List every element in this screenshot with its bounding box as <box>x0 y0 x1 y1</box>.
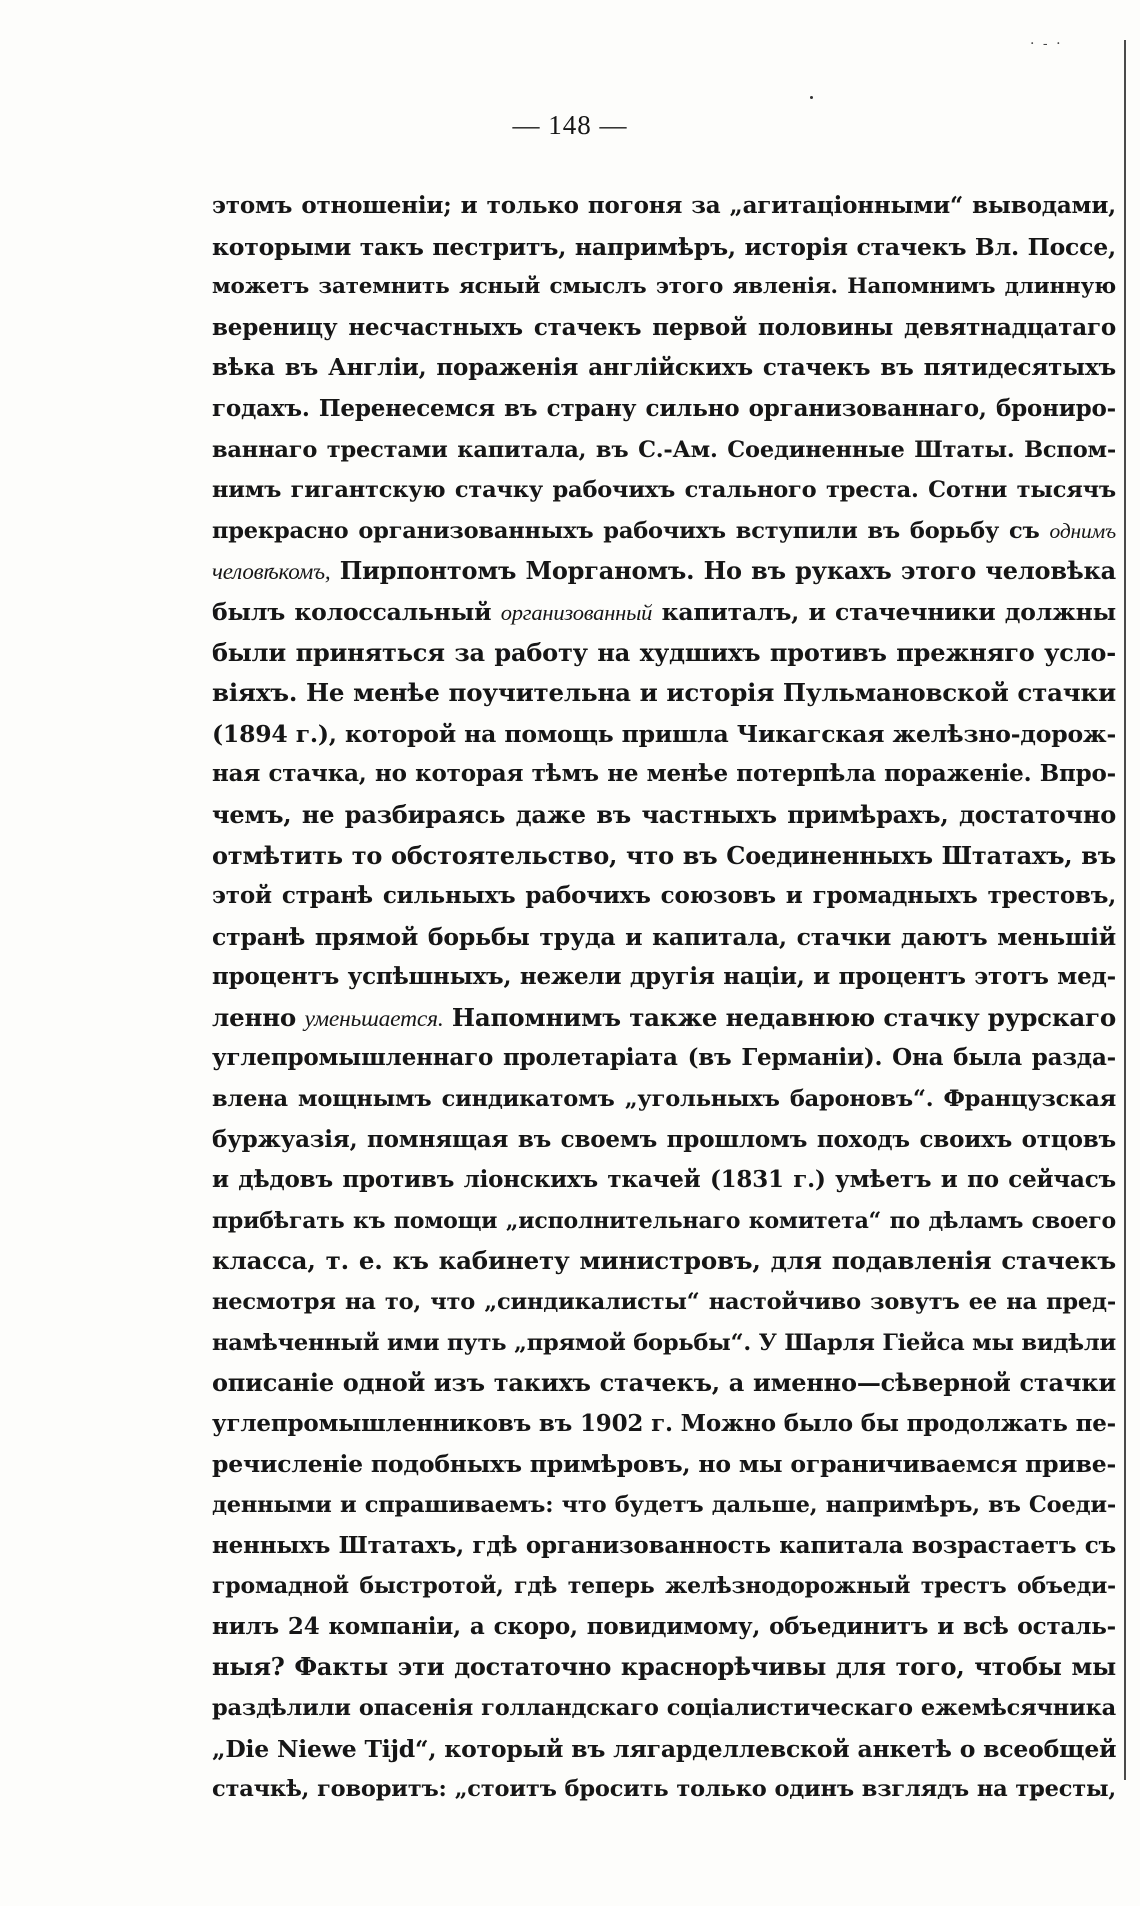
italic-emphasis: человѣкомъ, <box>212 559 331 585</box>
text-line: ненныхъ Штатахъ, гдѣ организованность капитала возрастаетъ съ <box>212 1531 1116 1559</box>
text-line: класса, т. е. къ кабинету министровъ, для подавленія стачекъ <box>212 1246 1116 1276</box>
text-line: ная стачка, но которая тѣмъ не менѣе потерпѣла пораженіе. Впро- <box>212 760 1116 788</box>
text-run: былъ колоссальный <box>212 597 492 626</box>
text-line: буржуазія, помнящая въ своемъ прошломъ походъ своихъ отцовъ <box>212 1125 1116 1153</box>
text-line: раздѣлили опасенія голландскаго соціалистическаго ежемѣсячника <box>212 1694 1116 1721</box>
text-line: описаніе одной изъ такихъ стачекъ, а именно—сѣверной стачки <box>212 1368 1116 1398</box>
page-edge-rule <box>1124 40 1126 1780</box>
text-line: которыми такъ пестритъ, напримѣръ, исторія стачекъ Вл. Поссе, <box>212 232 1116 261</box>
italic-emphasis: уменьшается. <box>304 1005 444 1032</box>
text-line: этой странѣ сильныхъ рабочихъ союзовъ и громадныхъ трестовъ, <box>212 882 1116 910</box>
text-line <box>212 511 1116 552</box>
text-line: нимъ гигантскую стачку рабочихъ стального треста. Сотни тысячъ <box>212 477 1116 504</box>
body-text <box>212 186 1116 1810</box>
text-line: процентъ успѣшныхъ, нежели другія націи, и процентъ этотъ мед- <box>212 963 1116 991</box>
text-run: Напомнимъ также недавнюю стачку рурскаго <box>451 1002 1116 1032</box>
text-line <box>212 551 1116 592</box>
text-run: капиталъ, и стачечники должны <box>661 597 1116 626</box>
text-line: нилъ 24 компаніи, а скоро, повидимому, объединитъ и всѣ осталь- <box>212 1612 1116 1640</box>
text-line: ваннаго трестами капитала, въ С.-Ам. Соединенные Штаты. Вспом- <box>212 436 1116 463</box>
text-line: годахъ. Перенесемся въ страну сильно организованнаго, брониро- <box>212 394 1116 422</box>
text-line: и дѣдовъ противъ ліонскихъ ткачей (1831 г.) умѣетъ и по сейчасъ <box>212 1166 1116 1194</box>
text-line: углепромышленнаго пролетаріата (въ Германіи). Она была разда- <box>212 1044 1116 1072</box>
text-line: стачкѣ, говоритъ: „стоитъ бросить только одинъ взглядъ на тресты, <box>212 1776 1116 1803</box>
italic-emphasis: организованный <box>500 599 653 625</box>
text-line: ныя? Факты эти достаточно краснорѣчивы для того, чтобы мы <box>212 1652 1116 1682</box>
text-line: влена мощнымъ синдикатомъ „угольныхъ бароновъ“. Французская <box>212 1086 1116 1113</box>
page-number: — 148 — <box>512 110 628 140</box>
text-line: странѣ прямой борьбы труда и капитала, стачки даютъ меньшій <box>212 922 1116 951</box>
text-line: денными и спрашиваемъ: что будетъ дальше, напримѣръ, въ Соеди- <box>212 1492 1116 1518</box>
text-run: ленно <box>212 1002 297 1032</box>
text-line <box>212 592 1116 633</box>
text-line: намѣченный ими путь „прямой борьбы“. У Шарля Гіейса мы видѣли <box>212 1329 1116 1356</box>
text-line: были приняться за работу на худшихъ противъ прежняго усло- <box>212 637 1116 667</box>
text-line: этомъ отношеніи; и только погоня за „агитаціонными“ выводами, <box>212 192 1116 219</box>
italic-emphasis: однимъ <box>1049 518 1116 543</box>
text-line: углепромышленниковъ въ 1902 г. Можно было бы продолжать пе- <box>212 1409 1116 1437</box>
text-line: громадной быстротой, гдѣ теперь желѣзнодорожный трестъ объеди- <box>212 1573 1116 1600</box>
text-line: віяхъ. Не менѣе поучительна и исторія Пульмановской стачки <box>212 678 1116 708</box>
text-line: речисленіе подобныхъ примѣровъ, но мы ограничиваемся приве- <box>212 1450 1117 1479</box>
text-line: отмѣтить то обстоятельство, что въ Соединенныхъ Штатахъ, въ <box>212 840 1116 870</box>
text-line: чемъ, не разбираясь даже въ частныхъ примѣрахъ, достаточно <box>212 799 1116 829</box>
text-line: прибѣгать къ помощи „исполнительнаго комитета“ по дѣламъ своего <box>212 1207 1116 1234</box>
text-line: можетъ затемнить ясный смыслъ этого явленія. Напомнимъ длинную <box>212 274 1116 300</box>
text-line: несмотря на то, что „синдикалисты“ настойчиво зовутъ ее на пред- <box>212 1289 1116 1316</box>
text-line: вереницу несчастныхъ стачекъ первой половины девятнадцатаго <box>212 313 1116 341</box>
text-line: вѣка въ Англіи, пораженія англійскихъ стачекъ въ пятидесятыхъ <box>212 354 1116 382</box>
scan-specks: · ‑ · <box>1030 36 1063 52</box>
text-run: прекрасно организованныхъ рабочихъ вступили въ борьбу съ <box>212 517 1040 544</box>
text-line: „Die Niewe Tijd“, который въ лягарделлевской анкетѣ о всеобщей <box>212 1734 1117 1763</box>
text-run: Пирпонтомъ Морганомъ. Но въ рукахъ этого человѣка <box>339 556 1116 586</box>
scan-speck <box>810 96 813 99</box>
text-line: (1894 г.), которой на помощь пришла Чикагская желѣзно-дорож- <box>212 719 1116 748</box>
text-line <box>212 998 1116 1039</box>
